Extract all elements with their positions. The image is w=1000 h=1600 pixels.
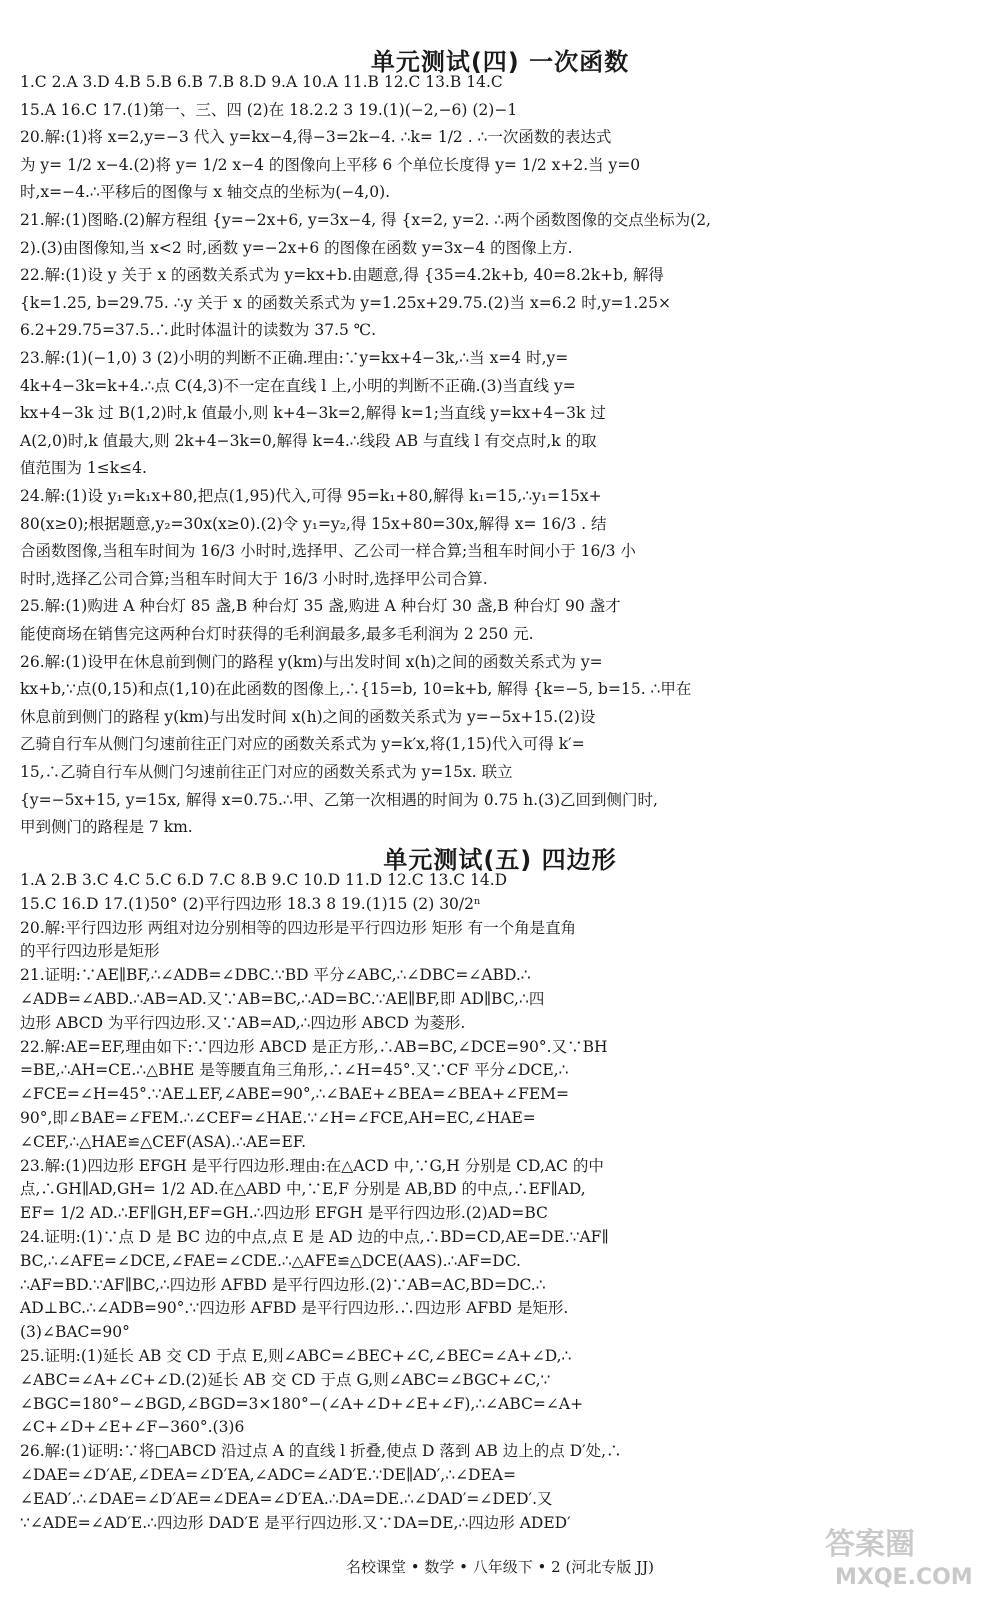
answer-line: 休息前到侧门的路程 y(km)与出发时间 x(h)之间的函数关系式为 y=−5x+15.(2)设 [20,707,596,726]
unit4-title: 单元测试(四) 一次函数 [370,48,630,76]
answer-line: 时,x=−4.∴平移后的图像与 x 轴交点的坐标为(−4,0). [20,183,391,202]
answer-line: (3)∠BAC=90° [20,1323,130,1342]
answer-line: 乙骑自行车从侧门匀速前往正门对应的函数关系式为 y=k′x,将(1,15)代入可得 k′= [20,735,585,754]
answer-line: 20.解:(1)将 x=2,y=−3 代入 y=kx−4,得−3=2k−4. ∴k= 1/2 . ∴一次函数的表达式 [20,128,612,147]
answer-line: 20.解:平行四边形 两组对边分别相等的四边形是平行四边形 矩形 有一个角是直角 [20,918,577,937]
answer-line: 23.解:(1)(−1,0) 3 (2)小明的判断不正确.理由:∵y=kx+4−3k,∴当 x=4 时,y= [20,349,569,367]
answer-line: =BE,∴AH=CE.∴△BHE 是等腰直角三角形,∴∠H=45°.又∵CF 平分∠DCE,∴ [20,1061,569,1080]
answer-line: {k=1.25, b=29.75. ∴y 关于 x 的函数关系式为 y=1.25x+29.75.(2)当 x=6.2 时,y=1.25× [20,293,671,312]
answer-line: 15.C 16.D 17.(1)50° (2)平行四边形 18.3 8 19.(1)15 (2) 30/2ⁿ [20,894,481,913]
answer-line: 值范围为 1≤k≤4. [20,459,147,478]
answer-line: ∠C+∠D+∠E+∠F−360°.(3)6 [20,1418,245,1437]
answer-line: 的平行四边形是矩形 [20,942,160,961]
answer-line: 26.解:(1)证明:∵将□ABCD 沿过点 A 的直线 l 折叠,使点 D 落到 AB 边上的点 D′处,∴ [20,1442,622,1461]
unit5-title: 单元测试(五) 四边形 [383,846,617,874]
answer-line: ∠CEF,∴△HAE≌△CEF(ASA).∴AE=EF. [20,1132,307,1151]
answer-line: kx+b,∵点(0,15)和点(1,10)在此函数的图像上,∴{15=b, 10=k+b, 解得 {k=−5, b=15. ∴甲在 [20,680,692,699]
answer-line: 22.解:AE=EF,理由如下:∵四边形 ABCD 是正方形,∴AB=BC,∠DCE=90°.又∵BH [20,1037,608,1056]
answer-line: EF= 1/2 AD.∴EF∥GH,EF=GH.∴四边形 EFGH 是平行四边形.(2)AD=BC [20,1204,548,1223]
answer-line: 点,∴GH∥AD,GH= 1/2 AD.在△ABD 中,∵E,F 分别是 AB,BD 的中点,∴EF∥AD, [20,1180,586,1199]
answer-line: 边形 ABCD 为平行四边形.又∵AB=AD,∴四边形 ABCD 为菱形. [20,1013,466,1032]
watermark-logo [815,1518,990,1590]
answer-line: 24.解:(1)设 y₁=k₁x+80,把点(1,95)代入,可得 95=k₁+80,解得 k₁=15,∴y₁=15x+ [20,487,602,505]
answer-line: 90°,即∠BAE=∠FEM.∴∠CEF=∠HAE.∵∠H=∠FCE,AH=EC,∠HAE= [20,1109,536,1127]
answer-line: 甲到侧门的路程是 7 km. [20,818,193,837]
answer-line: {y=−5x+15, y=15x, 解得 x=0.75.∴甲、乙第一次相遇的时间为 0.75 h.(3)乙回到侧门时, [20,790,658,809]
answer-line: 1.A 2.B 3.C 4.C 5.C 6.D 7.C 8.B 9.C 10.D 11.D 12.C 13.C 14.D [20,871,508,889]
answer-line: ∴AF=BD.∵AF∥BC,∴四边形 AFBD 是平行四边形.(2)∵AB=AC,BD=DC.∴ [20,1275,546,1294]
answer-line: ∠DAE=∠D′AE,∠DEA=∠D′EA,∠ADC=∠AD′E.∵DE∥AD′,∴∠DEA= [20,1466,516,1484]
answer-line: 4k+4−3k=k+4.∴点 C(4,3)不一定在直线 l 上,小明的判断不正确.(3)当直线 y= [20,376,576,395]
answer-line: ∠FCE=∠H=45°.∵AE⊥EF,∠ABE=90°,∴∠BAE+∠BEA=∠BEA+∠FEM= [20,1085,569,1104]
answer-line: 为 y= 1/2 x−4.(2)将 y= 1/2 x−4 的图像向上平移 6 个单位长度得 y= 1/2 x+2.当 y=0 [20,155,641,174]
answer-line: 15,∴乙骑自行车从侧门匀速前往正门对应的函数关系式为 y=15x. 联立 [20,763,513,781]
answer-line: 2).(3)由图像知,当 x<2 时,函数 y=−2x+6 的图像在函数 y=3x−4 的图像上方. [20,238,573,257]
answer-line: 时时,选择乙公司合算;当租车时间大于 16/3 小时时,选择甲公司合算. [20,569,488,588]
answer-line: ∠ADB=∠ABD.∴AB=AD.又∵AB=BC,∴AD=BC.∵AE∥BF,即 AD∥BC,∴四 [20,990,545,1008]
answer-line: ∠BGC=180°−∠BGD,∠BGD=3×180°−(∠A+∠D+∠E+∠F),∴∠ABC=∠A+ [20,1394,584,1413]
page-footer: 名校课堂 • 数学 • 八年级下 • 2 (河北专版 JJ) [346,1558,654,1576]
answer-line: 22.解:(1)设 y 关于 x 的函数关系式为 y=kx+b.由题意,得 {35=4.2k+b, 40=8.2k+b, 解得 [20,266,664,285]
answer-line: ∵∠ADE=∠AD′E.∴四边形 DAD′E 是平行四边形.又∵DA=DE,∴四边形 ADED′ [20,1513,571,1532]
watermark-text-top: 答案圈 [825,1527,915,1562]
answer-line: 6.2+29.75=37.5.∴此时体温计的读数为 37.5 ℃. [20,321,377,340]
answer-line: 21.解:(1)图略.(2)解方程组 {y=−2x+6, y=3x−4, 得 {x=2, y=2. ∴两个函数图像的交点坐标为(2, [20,211,711,229]
answer-line: ∠EAD′.∴∠DAE=∠D′AE=∠DEA=∠D′EA.∴DA=DE.∴∠DAD′=∠DED′.又 [20,1489,553,1508]
watermark-text-bottom: MXQE.COM [835,1565,973,1590]
answer-line: 15.A 16.C 17.(1)第一、三、四 (2)在 18.2.2 3 19.(1)(−2,−6) (2)−1 [20,100,518,119]
answer-line: 25.证明:(1)延长 AB 交 CD 于点 E,则∠ABC=∠BEC+∠C,∠BEC=∠A+∠D,∴ [20,1347,572,1365]
answer-line: 合函数图像,当租车时间为 16/3 小时时,选择甲、乙公司一样合算;当租车时间小于 16/3 小 [20,542,636,561]
answer-line: 1.C 2.A 3.D 4.B 5.B 6.B 7.B 8.D 9.A 10.A 11.B 12.C 13.B 14.C [20,73,503,91]
answer-line: 能使商场在销售完这两种台灯时获得的毛利润最多,最多毛利润为 2 250 元. [20,625,534,643]
answer-line: AD⊥BC.∴∠ADB=90°.∵四边形 AFBD 是平行四边形.∴四边形 AFBD 是矩形. [20,1299,569,1318]
answer-line: 24.证明:(1)∵点 D 是 BC 边的中点,点 E 是 AD 边的中点,∴BD=CD,AE=DE.∵AF∥ [20,1228,609,1246]
answer-line: 26.解:(1)设甲在休息前到侧门的路程 y(km)与出发时间 x(h)之间的函数关系式为 y= [20,652,603,671]
answer-line: 21.证明:∵AE∥BF,∴∠ADB=∠DBC.∵BD 平分∠ABC,∴∠DBC=∠ABD.∴ [20,966,531,985]
answer-line: A(2,0)时,k 值最大,则 2k+4−3k=0,解得 k=4.∴线段 AB 与直线 l 有交点时,k 的取 [20,431,597,450]
answer-line: 80(x≥0);根据题意,y₂=30x(x≥0).(2)令 y₁=y₂,得 15x+80=30x,解得 x= 16/3 . 结 [20,514,607,533]
answer-line: kx+4−3k 过 B(1,2)时,k 值最小,则 k+4−3k=2,解得 k=1;当直线 y=kx+4−3k 过 [20,404,606,423]
answer-line: BC,∴∠AFE=∠DCE,∠FAE=∠CDE.∴△AFE≌△DCE(AAS).∴AF=DC. [20,1251,521,1270]
answer-line: ∠ABC=∠A+∠C+∠D.(2)延长 AB 交 CD 于点 G,则∠ABC=∠BGC+∠C,∵ [20,1370,551,1389]
answer-line: 23.解:(1)四边形 EFGH 是平行四边形.理由:在△ACD 中,∵G,H 分别是 CD,AC 的中 [20,1156,604,1175]
answer-line: 25.解:(1)购进 A 种台灯 85 盏,B 种台灯 35 盏,购进 A 种台灯 30 盏,B 种台灯 90 盏才 [20,597,621,616]
